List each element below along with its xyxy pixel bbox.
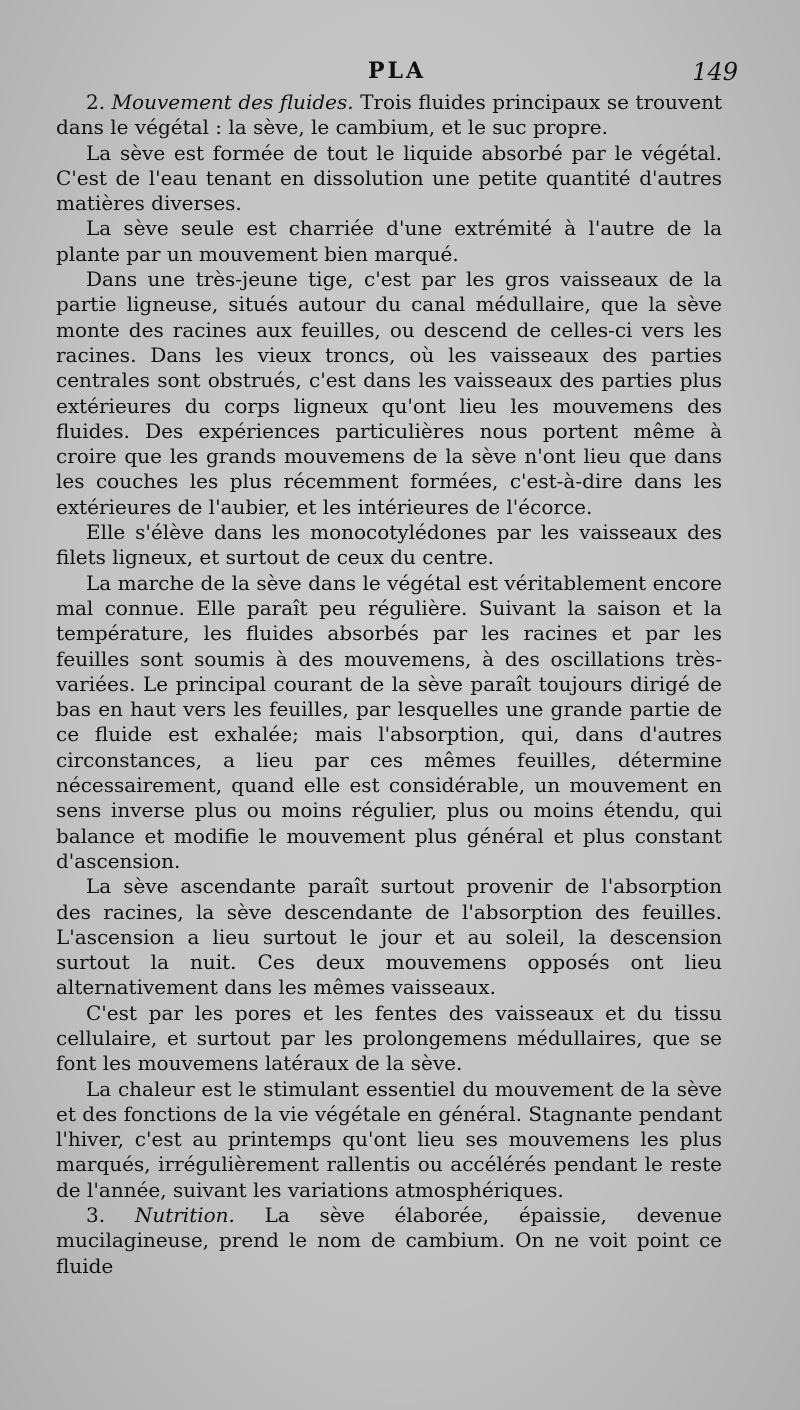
paragraph: [56, 1203, 722, 1279]
paragraph: [56, 141, 722, 217]
paragraph: [56, 571, 722, 875]
section-heading: Mouvement des fluides.: [111, 90, 354, 114]
section-number: 2.: [86, 90, 112, 114]
paragraph: [56, 520, 722, 571]
paragraph-text: Trois fluides principaux se trouvent dans le végétal : la sève, le cambium, et le suc propre.: [56, 90, 722, 140]
body-text: [56, 90, 722, 1279]
page-header: [56, 58, 738, 92]
paragraph: [56, 1001, 722, 1077]
paragraph: [56, 1077, 722, 1203]
paragraph-text: La sève est formée de tout le liquide absorbé par le végétal. C'est de l'eau tenant en dissolution une petite quantité d'autres matières diverses.: [56, 140, 722, 216]
paragraph-text: Dans une très-jeune tige, c'est par les gros vaisseaux de la partie ligneuse, situés autour du canal médullaire, que la sève monte des racines aux feuilles, ou descend de celles-ci vers les racines. Dans les vieux troncs, où les vaisseaux des parties centrales sont obstrués, c'est dans les vaisseaux des parties plus extérieures du corps ligneux qu'ont lieu les mouvemens des fluides. Des expériences particulières nous portent même à croire que les grands mouvemens de la sève n'ont lieu que dans les couches les plus récemment formées, c'est-à-dire dans les extérieures de l'aubier, et les intérieures de l'écorce.: [56, 267, 722, 519]
paragraph: [56, 90, 722, 141]
paragraph-text: La sève ascendante paraît surtout provenir de l'absorption des racines, la sève descendante de l'absorption des feuilles. L'ascension a lieu surtout le jour et au soleil, la descension surtout la nuit. Ces deux mouvemens opposés ont lieu alternativement dans les mêmes vaisseaux.: [56, 874, 722, 1000]
paragraph-text: C'est par les pores et les fentes des vaisseaux et du tissu cellulaire, et surtout par les prolongemens médullaires, que se font les mouvemens latéraux de la sève.: [56, 1000, 722, 1076]
page-number: 149: [692, 58, 738, 86]
paragraph: [56, 267, 722, 520]
paragraph-text: La sève élaborée, épaissie, devenue mucilagineuse, prend le nom de cambium. On ne voit point ce fluide: [56, 1203, 722, 1278]
paragraph-text: La marche de la sève dans le végétal est véritablement encore mal connue. Elle paraît peu régulière. Suivant la saison et la température, les fluides absorbés par les racines et par les feuilles sont soumis à des mouvemens, à des oscillations très-variées. Le principal courant de la sève paraît toujours dirigé de bas en haut vers les feuilles, par lesquelles une grande partie de ce fluide est exhalée; mais l'absorption, qui, dans d'autres circonstances, a lieu par ces mêmes feuilles, détermine nécessairement, quand elle est considérable, un mouvement en sens inverse plus ou moins régulier, plus ou moins étendu, qui balance et modifie le mouvement plus général et plus constant d'ascension.: [56, 570, 722, 873]
paragraph-text: La sève seule est charriée d'une extrémité à l'autre de la plante par un mouvement bien marqué.: [56, 216, 722, 266]
section-number: 3.: [86, 1203, 135, 1228]
paragraph-text: Elle s'élève dans les monocotylédones par les vaisseaux des filets ligneux, et surtout de ceux du centre.: [56, 520, 722, 570]
paragraph-text: La chaleur est le stimulant essentiel du mouvement de la sève et des fonctions de la vie végétale en général. Stagnante pendant l'hiver, c'est au printemps qu'ont lieu ses mouvemens les plus marqués, irrégulièrement rallentis ou accélérés pendant le reste de l'année, suivant les variations atmosphériques.: [56, 1076, 722, 1202]
paragraph: [56, 874, 722, 1000]
paragraph: [56, 216, 722, 267]
running-head: PLA: [367, 58, 427, 84]
section-heading: Nutrition.: [134, 1203, 235, 1228]
